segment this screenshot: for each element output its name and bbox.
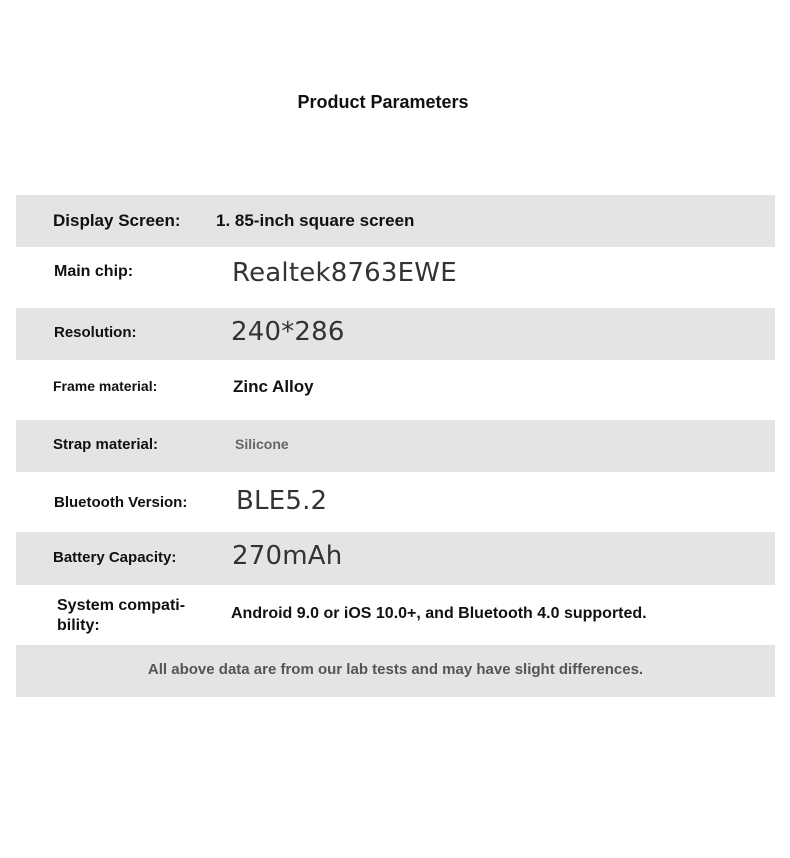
param-value: Android 9.0 or iOS 10.0+, and Bluetooth 4.0 supported. (231, 605, 647, 622)
param-value: Zinc Alloy (233, 377, 314, 396)
param-value: 240*286 (231, 317, 345, 347)
param-label-line: bility: (57, 617, 100, 634)
param-label (57, 596, 185, 636)
param-row-main-chip (16, 247, 775, 308)
param-label: Main chip: (54, 263, 134, 280)
param-value: 270mAh (232, 541, 343, 571)
param-row-battery-capacity (16, 532, 775, 585)
param-label: Frame material: (53, 378, 158, 394)
param-value: 1. 85-inch square screen (216, 211, 415, 230)
param-row-strap-material (16, 420, 775, 472)
param-label-line: System compati- (57, 597, 186, 614)
param-row-frame-material (16, 360, 775, 420)
param-value: Silicone (235, 436, 289, 452)
param-label: Display Screen: (53, 211, 181, 230)
param-row-bluetooth-version (16, 472, 775, 532)
param-label: Resolution: (54, 324, 137, 341)
disclaimer-note: All above data are from our lab tests and may have slight differences. (147, 661, 644, 678)
param-value: BLE5.2 (236, 486, 328, 516)
param-row-system-compatibility (16, 585, 775, 645)
param-label: Bluetooth Version: (54, 494, 188, 511)
disclaimer-row (16, 645, 775, 697)
param-label: Battery Capacity: (53, 549, 177, 566)
param-value: Realtek8763EWE (232, 258, 457, 288)
page-title: Product Parameters (297, 92, 469, 112)
param-label: Strap material: (53, 436, 159, 453)
param-row-resolution (16, 308, 775, 360)
param-row-display-screen (16, 195, 775, 247)
